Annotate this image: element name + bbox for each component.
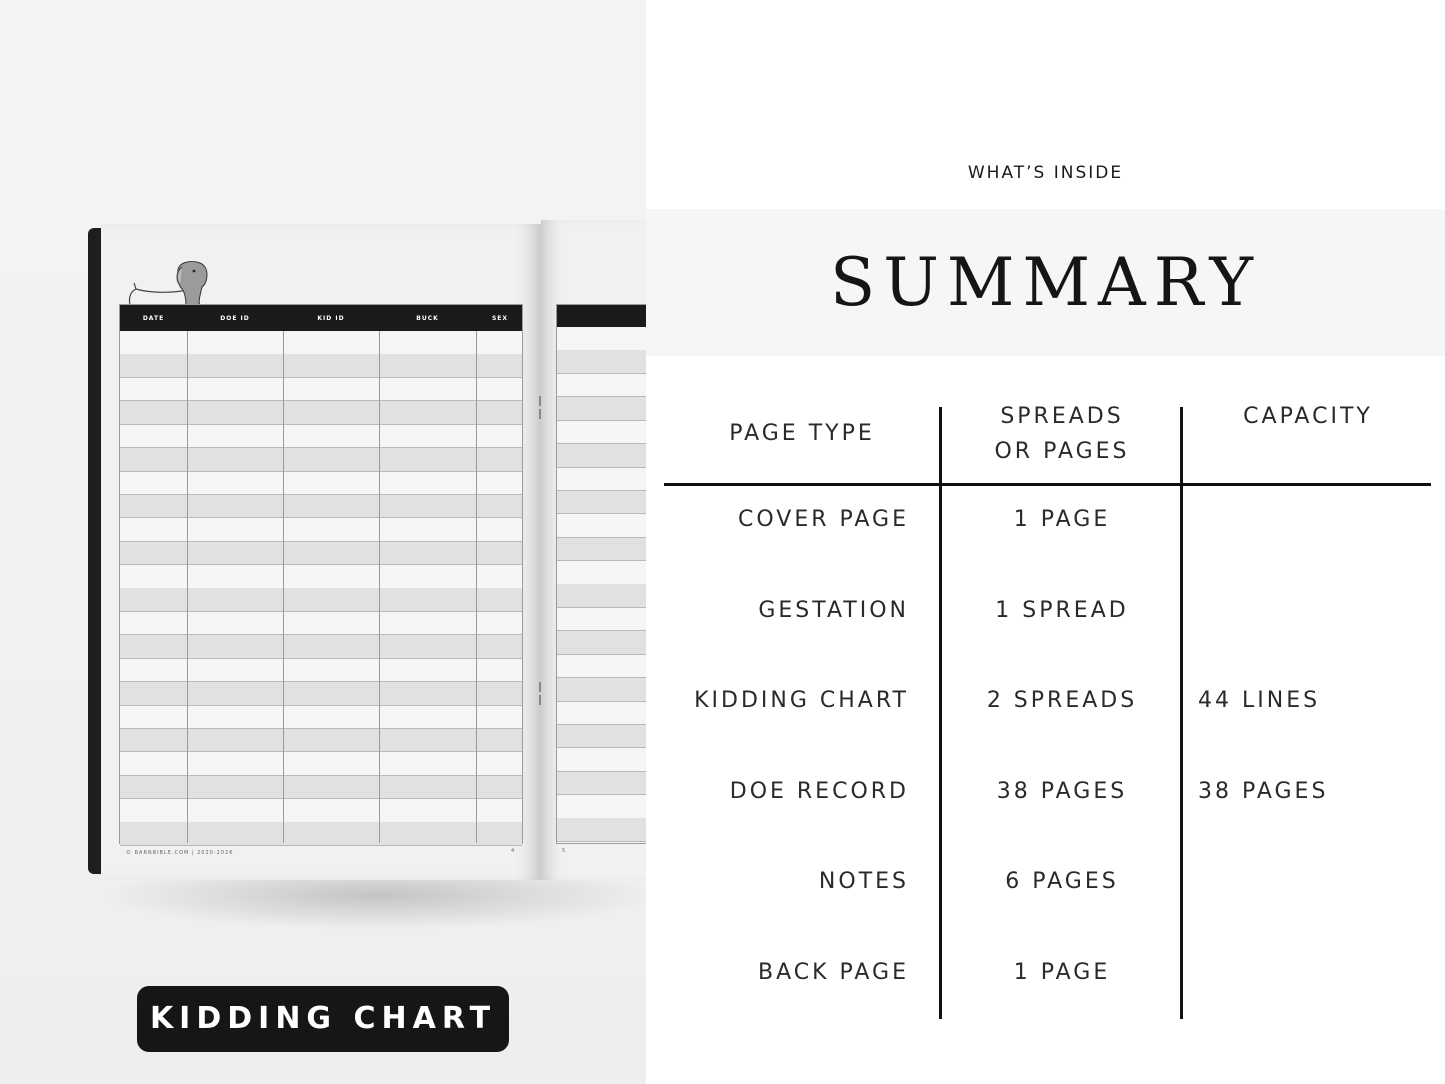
chart-header-date: DATE [142,315,165,322]
chart-ruled-row [120,354,522,378]
kidding-chart-label: KIDDING CHART [137,986,509,1052]
chart-ruled-row [120,729,522,753]
row-page-type: KIDDING CHART [694,688,909,713]
chart-ruled-row [557,444,646,468]
chart-ruled-row [557,350,646,374]
chart-column-divider [379,331,380,843]
column-header-spreads-line2: OR PAGES [994,439,1130,464]
chart-header-doe-id: DOE ID [220,315,250,322]
notebook-mockup [0,0,646,1084]
chart-ruled-row [557,608,646,632]
chart-ruled-row [120,448,522,472]
row-spreads: 38 PAGES [996,778,1128,804]
row-page-type: DOE RECORD [729,778,909,804]
binding-stitch [539,409,541,419]
binding-stitch [539,695,541,705]
page-footer-copyright: © BARNBIBLE.COM | 2020-2026 [126,850,234,856]
chart-ruled-row [120,635,522,659]
chart-ruled-row [557,584,646,608]
chart-ruled-row [557,421,646,445]
chart-ruled-row [120,588,522,612]
chart-ruled-row [557,631,646,655]
table-header-rule [664,483,1431,486]
chart-ruled-row [120,565,522,589]
row-capacity: 38 PAGES [1198,778,1329,804]
chart-ruled-row [120,331,522,355]
chart-ruled-row [120,425,522,449]
chart-header-buck: BUCK [416,315,439,322]
chart-ruled-row [120,752,522,776]
row-spreads: 2 SPREADS [986,688,1138,713]
page-number-left: 4 [511,848,516,854]
chart-ruled-row [557,701,646,725]
chart-ruled-row [120,659,522,683]
chart-ruled-row [120,471,522,495]
chart-ruled-row [557,561,646,585]
chart-column-divider [476,331,477,843]
chart-ruled-row [120,822,522,846]
row-spreads: 1 PAGE [1013,959,1111,985]
chart-ruled-row [557,748,646,772]
chart-ruled-row [557,397,646,421]
chart-header [120,305,522,331]
right-chart-header [557,305,646,327]
column-header-capacity: CAPACITY [1243,404,1373,429]
column-header-spreads-line1: SPREADS [1000,404,1124,429]
kidding-chart-table [119,304,523,844]
column-header-page-type: PAGE TYPE [729,421,875,446]
row-capacity: 44 LINES [1198,688,1321,713]
chart-ruled-row [557,374,646,398]
goat-illustration [120,255,215,307]
chart-ruled-row [120,705,522,729]
row-page-type: BACK PAGE [757,959,909,985]
row-page-type: NOTES [818,869,909,894]
row-spreads: 6 PAGES [1005,869,1119,894]
title-band [646,209,1445,356]
right-page-chart [556,304,646,844]
chart-ruled-row [557,514,646,538]
chart-column-divider [283,331,284,843]
row-page-type: COVER PAGE [738,507,909,532]
chart-header-sex: SEX [491,315,509,322]
chart-ruled-row [557,327,646,351]
summary-title: SUMMARY [830,244,1261,321]
chart-ruled-row [120,518,522,542]
chart-ruled-row [120,401,522,425]
chart-header-kid-id: KID ID [317,315,345,322]
binding-stitch [539,396,541,406]
chart-ruled-row [557,655,646,679]
chart-ruled-row [557,467,646,491]
chart-ruled-row [120,495,522,519]
chart-ruled-row [557,538,646,562]
chart-ruled-row [120,682,522,706]
chart-ruled-row [557,491,646,515]
chart-ruled-row [120,378,522,402]
chart-ruled-row [120,799,522,823]
chart-ruled-row [120,612,522,636]
chart-column-divider [187,331,188,843]
binding-stitch [539,682,541,692]
chart-ruled-row [557,818,646,842]
chart-ruled-row [557,772,646,796]
row-spreads: 1 PAGE [1013,507,1111,532]
row-page-type: GESTATION [758,597,909,623]
chart-ruled-row [557,795,646,819]
row-spreads: 1 SPREAD [995,597,1129,623]
chart-ruled-row [557,678,646,702]
chart-ruled-row [557,725,646,749]
page-number-right: 5 [562,848,567,854]
chart-ruled-row [120,776,522,800]
whats-inside-kicker: WHAT’S INSIDE [967,163,1124,183]
chart-ruled-row [120,542,522,566]
